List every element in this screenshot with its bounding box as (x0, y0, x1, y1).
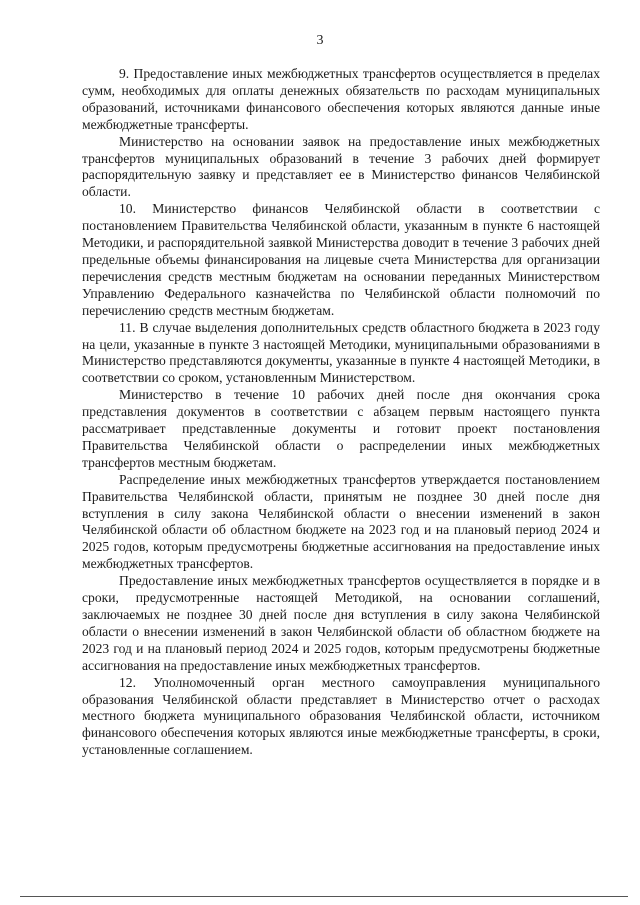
page-number: 3 (316, 33, 324, 48)
paragraph-9: 9. Предоставление иных межбюджетных трансфертов осуществляется в пределах сумм, необходимых для оплаты денежных обязательств по расходам муниципальных образований, источниками финансового обеспечения которых являются данные иные межбюджетные трансферты. (82, 66, 600, 132)
paragraph-11: 11. В случае выделения дополнительных средств областного бюджета в 2023 году на цели, указанные в пункте 3 настоящей Методики, муниципальными образованиями в Министерство представляются документы, указанные в пункте 4 настоящей Методики, в соответствии со сроком, установленным Министерством. (82, 319, 600, 386)
paragraph-9-ministry-request: Министерство на основании заявок на предоставление иных межбюджетных трансфертов муниципальных образований в течение 3 рабочих дней формирует распорядительную заявку и представляет ее в Министерство финансов Челябинской области. (82, 133, 600, 200)
paragraph-11-distribution: Распределение иных межбюджетных трансфертов утверждается постановлением Правительства Челябинской области, принятым не позднее 30 дней после дня вступления в силу закона Челябинской области о внесении изменений в закон Челябинской области об областном бюджете на 2023 год и на плановый период 2024 и 2025 годов, которым предусмотрены бюджетные ассигнования на предоставление иных межбюджетных трансфертов. (82, 471, 600, 572)
paragraph-10: 10. Министерство финансов Челябинской области в соответствии с постановлением Правительства Челябинской области, указанным в пункте 6 настоящей Методики, и распорядительной заявкой Министерства доводит в течение 3 рабочих дней предельные объемы финансирования на лицевые счета Министерства для организации перечисления средств местным бюджетам на основании переданных Министерством Управлению Федерального казначейства по Челябинской области полномочий по перечислению средств местным бюджетам. (82, 201, 600, 318)
paragraph-12: 12. Уполномоченный орган местного самоуправления муниципального образования Челябинской области представляет в Министерство отчет о расходах местного бюджета муниципального образования Челябинской области, источником финансового обеспечения которых являются иные межбюджетные трансферты, в сроки, установленные соглашением. (82, 674, 600, 758)
paragraph-11-provision: Предоставление иных межбюджетных трансфертов осуществляется в порядке и в сроки, предусмотренные настоящей Методикой, на основании соглашений, заключаемых не позднее 30 дней после дня вступления в силу закона Челябинской области о внесении изменений в закон Челябинской области об областном бюджете на 2023 год и на плановый период 2024 и 2025 годов, которым предусмотрены бюджетные ассигнования на предоставление иных межбюджетных трансфертов. (82, 573, 600, 673)
page-bottom-rule (20, 896, 628, 897)
document-body (82, 66, 600, 759)
paragraph-11-review: Министерство в течение 10 рабочих дней после дня окончания срока представления документов в соответствии с абзацем первым настоящего пункта рассматривает представленные документы и готовит проект постановления Правительства Челябинской области о распределении иных межбюджетных трансфертов местным бюджетам. (82, 387, 600, 470)
